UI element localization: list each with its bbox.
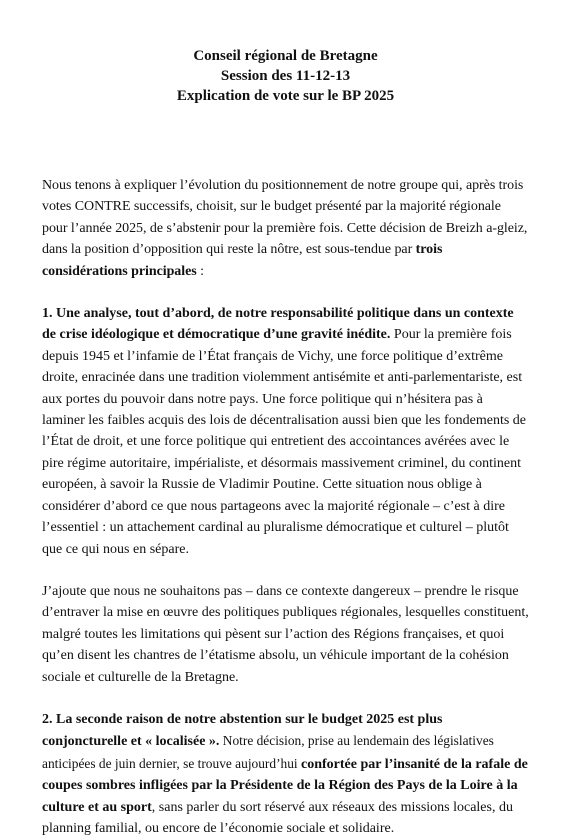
point2-heading: 2. La seconde raison de notre abstention sur le budget 2025 est plus conjoncturelle et « localisée ». xyxy=(42,711,443,750)
header-council: Conseil régional de Bretagne xyxy=(193,48,378,64)
document-header xyxy=(42,46,529,106)
header-title: Explication de vote sur le BP 2025 xyxy=(176,88,395,104)
header-session: Session des 11-12-13 xyxy=(220,68,351,84)
point1b-text: J’ajoute que nous ne souhaitons pas – dans ce contexte dangereux – prendre le risque d’entraver la mise en œuvre des politiques publiques régionales, lesquelles constituent, malgré toutes les limitations qui pèsent sur l’action des Régions françaises, et quoi qu’en disent les chantres de l’étatisme absolu, un véhicule important de la cohésion sociale et culturelle de la Bretagne. xyxy=(42,583,529,685)
intro-end: : xyxy=(196,263,204,279)
point1-text: Pour la première fois depuis 1945 et l’infamie de l’État français de Vichy, une force politique d’extrême droite, enracinée dans une tradition violemment antisémite et anti-parlementariste, est aux portes du pouvoir dans notre pays. Une force politique qui n’hésitera pas à laminer les faibles acquis des lois de décentralisation aussi bien que les fondements de l’État de droit, et une force politique qui entretient des accointances avérées avec le pire régime autoritaire, impérialiste, et désormais massivement criminel, du continent européen, à savoir la Russie de Vladimir Poutine. Cette situation nous oblige à considérer d’abord ce que nous partageons avec la majorité régionale – c’est à dire l’essentiel : un attachement cardinal au pluralisme démocratique et culturel – plutôt que ce qui nous en sépare. xyxy=(42,327,527,557)
intro-bold: trois considérations principales xyxy=(42,242,443,279)
point2-bold2: confortée par l’insanité de la rafale de coupes sombres infligées par la Présidente de la Région des Pays de la Loire à la culture et au sport xyxy=(42,756,528,815)
point1-paragraph xyxy=(42,303,529,560)
intro-paragraph xyxy=(42,175,529,282)
point1b-paragraph xyxy=(42,581,529,688)
point2-text1: Notre décision, prise au lendemain des législatives anticipées de juin dernier, se trouve aujourd’hui xyxy=(42,733,494,771)
point2-paragraph xyxy=(42,709,529,839)
point1-heading: 1. Une analyse, tout d’abord, de notre responsabilité politique dans un contexte de crise idéologique et démocratique d’une gravité inédite. xyxy=(42,306,514,343)
intro-text: Nous tenons à expliquer l’évolution du positionnement de notre groupe qui, après trois votes CONTRE successifs, choisit, sur le budget présenté par la majorité régionale pour l’année 2025, de s’abstenir pour la première fois. Cette décision de Breizh a-gleiz, dans la position d’opposition qui reste la nôtre, est sous-tendue par xyxy=(42,178,528,258)
point2-text2: , sans parler du sort réservé aux réseaux des missions locales, du planning familial, ou encore de l’économie sociale et solidaire. xyxy=(42,799,513,836)
